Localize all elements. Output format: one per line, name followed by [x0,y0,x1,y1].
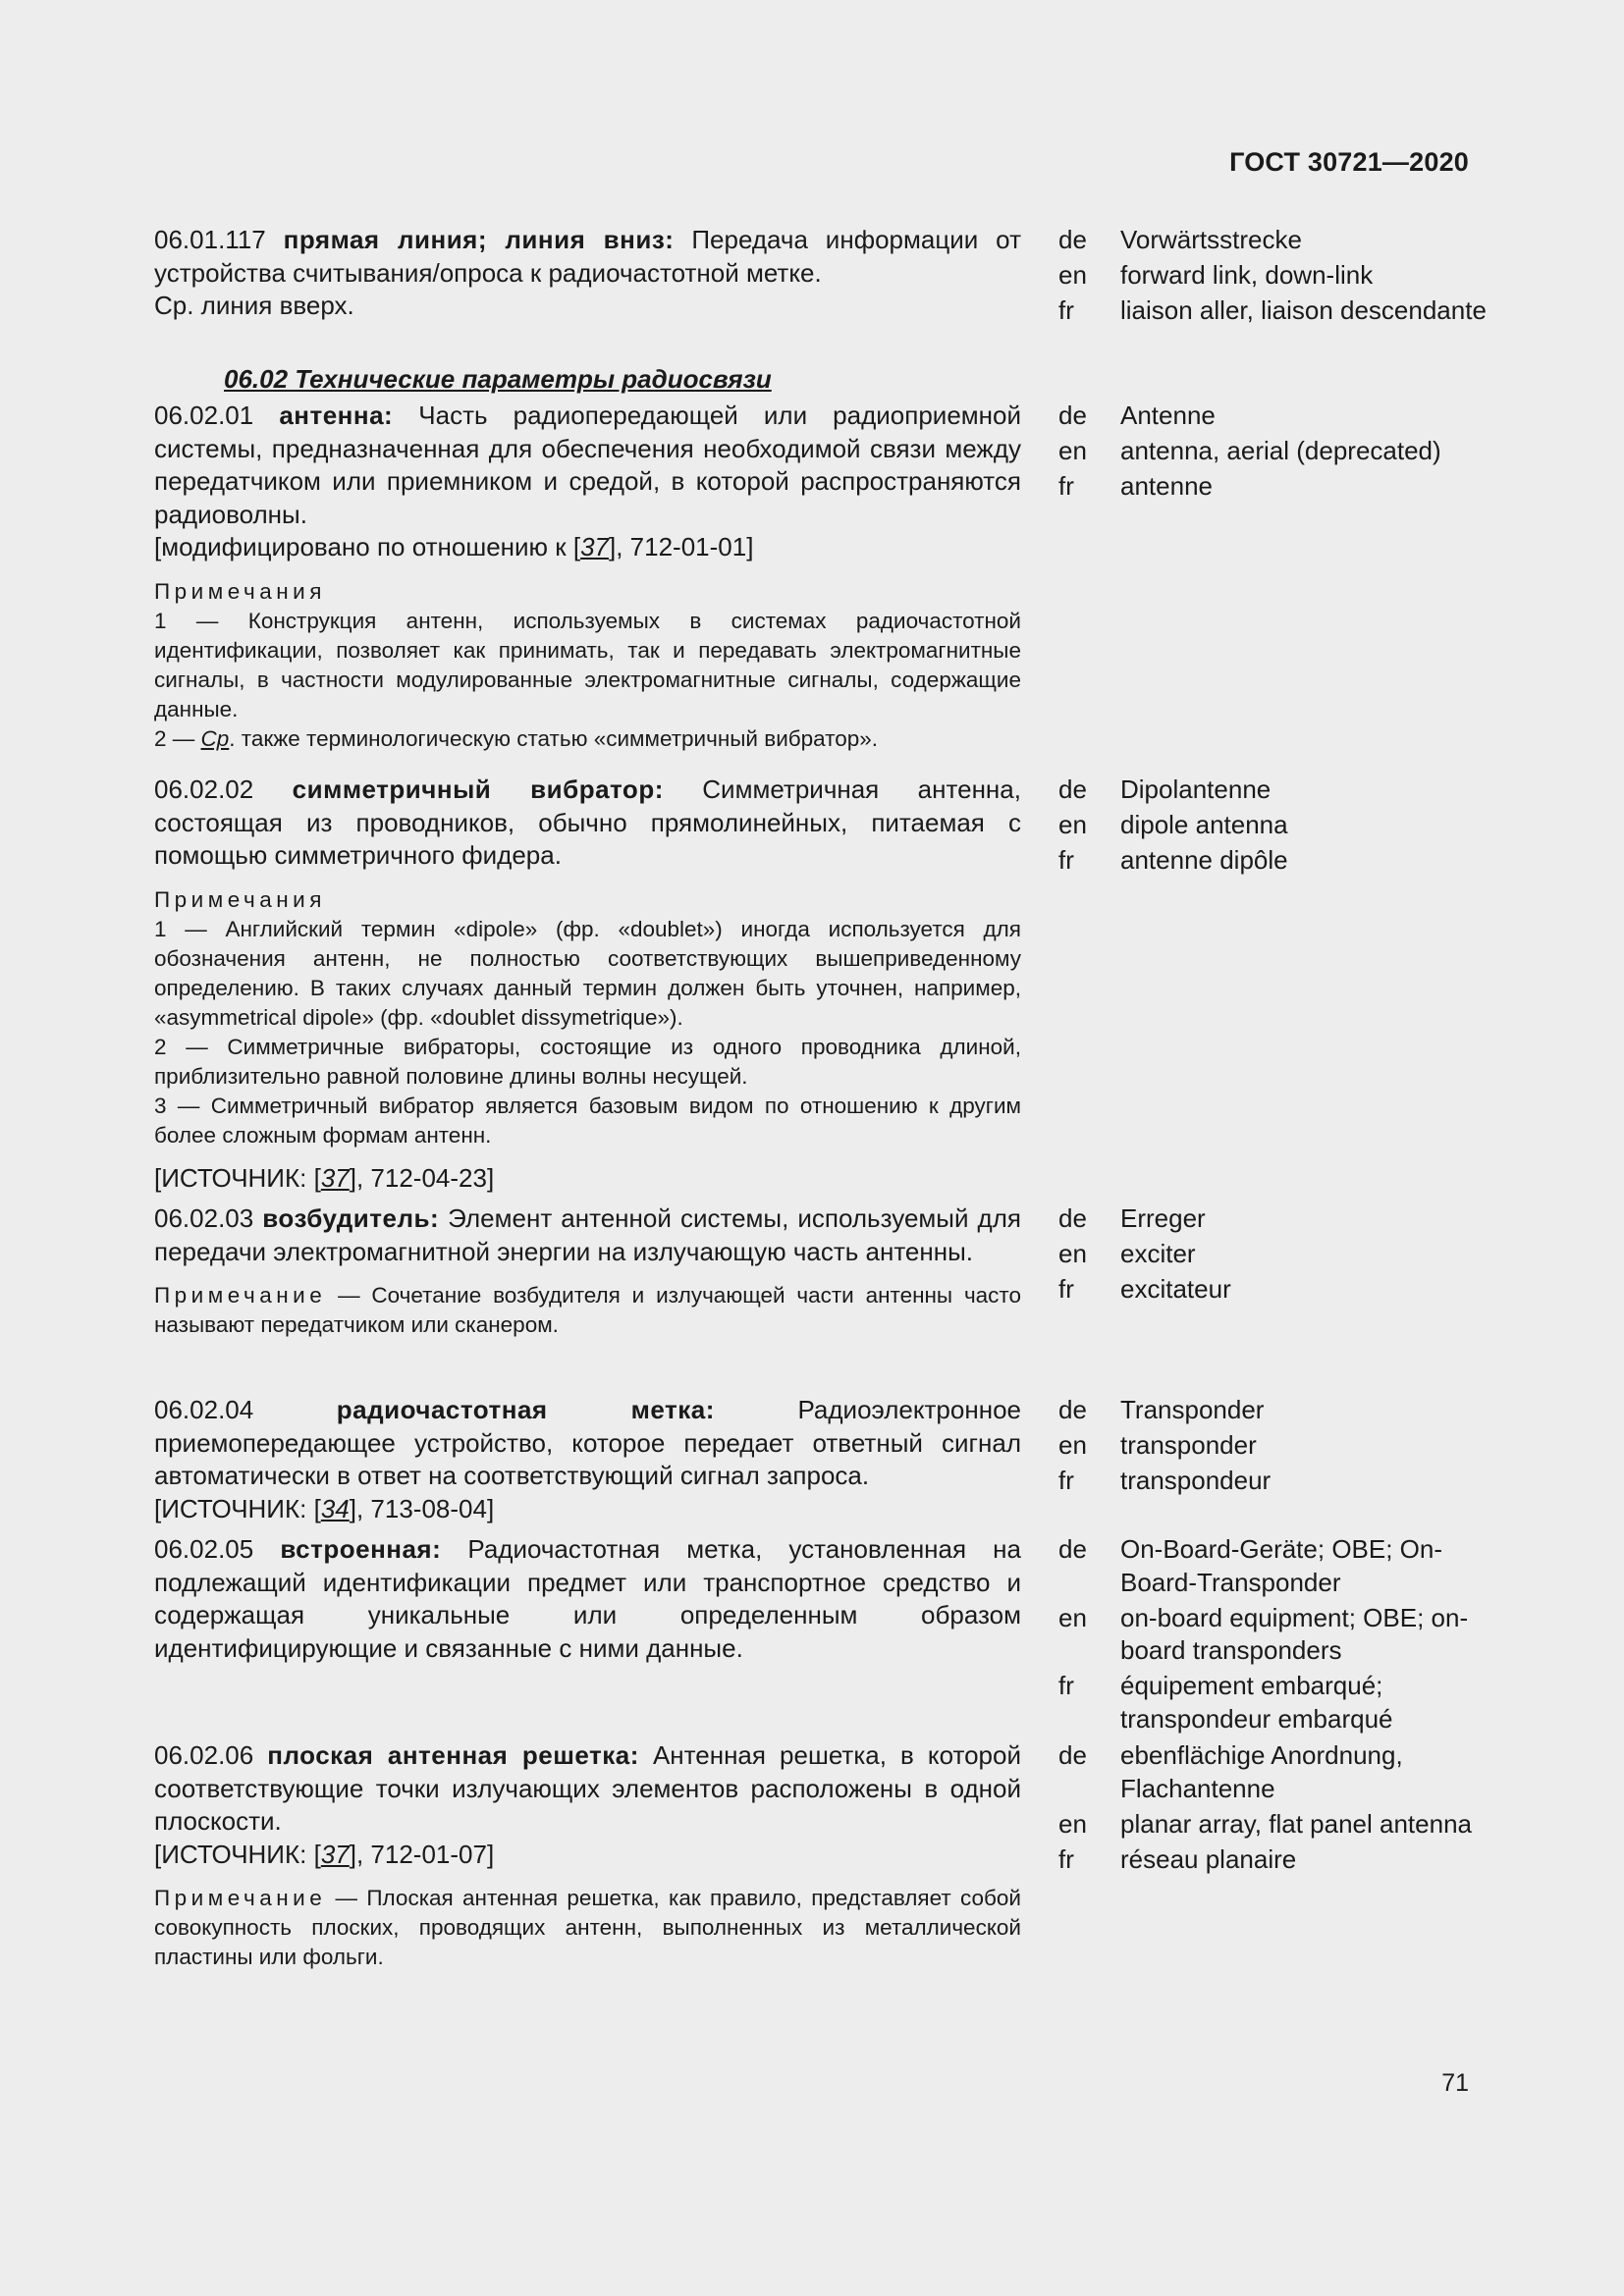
cross-ref-link[interactable]: Ср [200,725,230,751]
entry-term: встроенная: [280,1534,442,1564]
term-entry [154,1533,1021,1665]
lang-code: de [1058,1534,1087,1564]
lang-code: fr [1058,1274,1074,1304]
lang-term: liaison aller, liaison descendante [1120,295,1487,325]
entry-definition: Антенная решетка, в которой соответствующие точки излучающих элементов расположены в одной плоскости. [154,1740,1021,1836]
lang-code: fr [1058,1466,1074,1495]
reference-link[interactable]: 37 [320,1839,350,1869]
lang-equivalents [1058,1533,1490,1738]
lang-term: Transponder [1120,1395,1265,1424]
lang-term: forward link, down-link [1120,260,1374,290]
notes-heading: Примечание [154,1283,327,1308]
lang-code: fr [1058,845,1074,875]
entry-term: плоская антенная решетка: [267,1740,639,1770]
entry-term: радиочастотная метка: [336,1395,715,1424]
entry-definition: Радиочастотная метка, установленная на подлежащий идентификации предмет или транспортное средство и содержащая уникальные или определенным образом идентифицирующие и связанные с ними данные. [154,1534,1021,1663]
lang-term: Antenne [1120,400,1216,430]
note-item: 1 — Конструкция антенн, используемых в системах радиочастотной идентификации, позволяет как принимать, так и передавать электромагнитные сигналы, в частности модулированные электромагнитные сигналы, содержащие данные. [154,608,1021,721]
lang-equivalents [1058,1739,1490,1879]
lang-code: fr [1058,1671,1074,1700]
lang-term: On-Board-Geräte; OBE; On-Board-Transponder [1120,1534,1443,1597]
entry-definition: Передача информации от устройства считывания/опроса к радиочастотной метке. [154,225,1021,288]
note-item: 3 — Симметричный вибратор является базовым видом по отношению к другим более сложным формам антенн. [154,1093,1021,1148]
term-entry [154,774,1021,1195]
notes-heading: Примечание [154,1886,327,1910]
lang-term: antenne dipôle [1120,845,1288,875]
lang-code: en [1058,436,1087,465]
lang-code: en [1058,810,1087,839]
note-item: 1 — Английский термин «dipole» (фр. «doublet») иногда используется для обозначения антенн, не полностью соответствующих вышеприведенному определению. В таких случаях данный термин должен быть уточнен, например, «asymmetrical dipole» (фр. «doublet dissymetrique»). [154,916,1021,1030]
entry-source: [ИСТОЧНИК: [37], 712-01-07] [154,1839,495,1869]
lang-code: en [1058,1239,1087,1268]
lang-term: antenna, aerial (deprecated) [1120,436,1441,465]
reference-link[interactable]: 37 [580,532,609,561]
lang-code: fr [1058,1843,1074,1874]
term-entry [154,400,1021,754]
lang-term: antenne [1120,471,1213,501]
lang-term: transponder [1120,1430,1257,1460]
notes-block [154,1281,1021,1340]
entry-source: [ИСТОЧНИК: [37], 712-04-23] [154,1162,495,1193]
reference-link[interactable]: 37 [320,1162,350,1193]
term-entry [154,1202,1021,1340]
lang-code: en [1058,260,1087,290]
lang-equivalents [1058,1202,1490,1308]
entry-definition: Симметричная антенна, состоящая из проводников, обычно прямолинейных, питаемая с помощью симметричного фидера. [154,774,1021,870]
lang-code: de [1058,1203,1087,1233]
lang-term: exciter [1120,1239,1196,1268]
entry-term: прямая линия; линия вниз: [283,225,675,254]
entry-term: антенна: [279,400,394,430]
lang-code: de [1058,225,1087,254]
lang-code: fr [1058,471,1074,501]
notes-block [154,885,1021,1150]
document-header: ГОСТ 30721—2020 [1229,147,1469,177]
lang-code: de [1058,400,1087,430]
term-entry [154,224,1021,323]
lang-term: Dipolantenne [1120,774,1272,804]
lang-code: en [1058,1602,1087,1632]
lang-equivalents [1058,774,1490,880]
entry-term: симметричный вибратор: [292,774,664,804]
lang-term: Erreger [1120,1203,1206,1233]
lang-term: dipole antenna [1120,810,1288,839]
entry-id: 06.02.04 [154,1395,254,1424]
entry-id: 06.02.05 [154,1534,254,1564]
lang-equivalents [1058,224,1490,330]
entry-definition: Элемент антенной системы, используемый для передачи электромагнитной энергии на излучающую часть антенны. [154,1203,1021,1266]
entry-source: [ИСТОЧНИК: [34], 713-08-04] [154,1493,495,1523]
lang-term: excitateur [1120,1274,1231,1304]
lang-equivalents [1058,400,1490,506]
lang-code: de [1058,774,1087,804]
notes-heading: Примечания [154,578,326,604]
entry-definition: Часть радиопередающей или радиоприемной системы, предназначенная для обеспечения необходимой связи между передатчиком или приемником и средой, в которой распространяются радиоволны. [154,400,1021,529]
term-entry [154,1394,1021,1525]
entry-id: 06.02.03 [154,1203,254,1233]
lang-term: Vorwärtsstrecke [1120,225,1302,254]
entry-term: возбудитель: [262,1203,440,1233]
page-number: 71 [1441,2069,1469,2097]
lang-code: en [1058,1430,1087,1460]
lang-code: de [1058,1395,1087,1424]
entry-id: 06.02.06 [154,1740,254,1770]
lang-code: fr [1058,295,1074,325]
section-title: 06.02 Технические параметры радиосвязи [224,364,772,394]
notes-block [154,577,1021,754]
lang-term: on-board equipment; OBE; on-board transponders [1120,1602,1469,1665]
lang-term: équipement embarqué; transpondeur embarqué [1120,1671,1393,1734]
lang-term: transpondeur [1120,1466,1272,1495]
term-entry [154,1739,1021,1972]
lang-code: de [1058,1740,1087,1770]
lang-code: en [1058,1808,1087,1839]
entry-id: 06.02.02 [154,774,254,804]
lang-term: réseau planaire [1120,1843,1297,1874]
entry-definition: Радиоэлектронное приемопередающее устройство, которое передает ответный сигнал автоматически в ответ на соответствующий сигнал запроса. [154,1395,1021,1490]
lang-equivalents [1058,1394,1490,1500]
note-item: Примечание — Плоская антенная решетка, как правило, представляет собой совокупность плоских, проводящих антенн, выполненных из металлической пластины или фольги. [154,1886,1021,1969]
lang-term: planar array, flat panel antenna [1120,1808,1472,1839]
note-item: 2 — Симметричные вибраторы, состоящие из одного проводника длиной, приблизительно равной половине длины волны несущей. [154,1034,1021,1089]
notes-block [154,1884,1021,1972]
entry-cross-ref: Ср. линия вверх. [154,291,354,320]
lang-term: ebenflächige Anordnung, Flachantenne [1120,1740,1403,1803]
notes-heading: Примечания [154,886,326,912]
entry-source: [модифицировано по отношению к [37], 712-01-01] [154,532,754,561]
entry-id: 06.01.117 [154,225,266,254]
note-item: Примечание — Сочетание возбудителя и излучающей части антенны часто называют передатчиком или сканером. [154,1283,1021,1337]
reference-link[interactable]: 34 [320,1493,350,1523]
note-item: 2 — Ср. также терминологическую статью «симметричный вибратор». [154,725,879,751]
entry-id: 06.02.01 [154,400,254,430]
